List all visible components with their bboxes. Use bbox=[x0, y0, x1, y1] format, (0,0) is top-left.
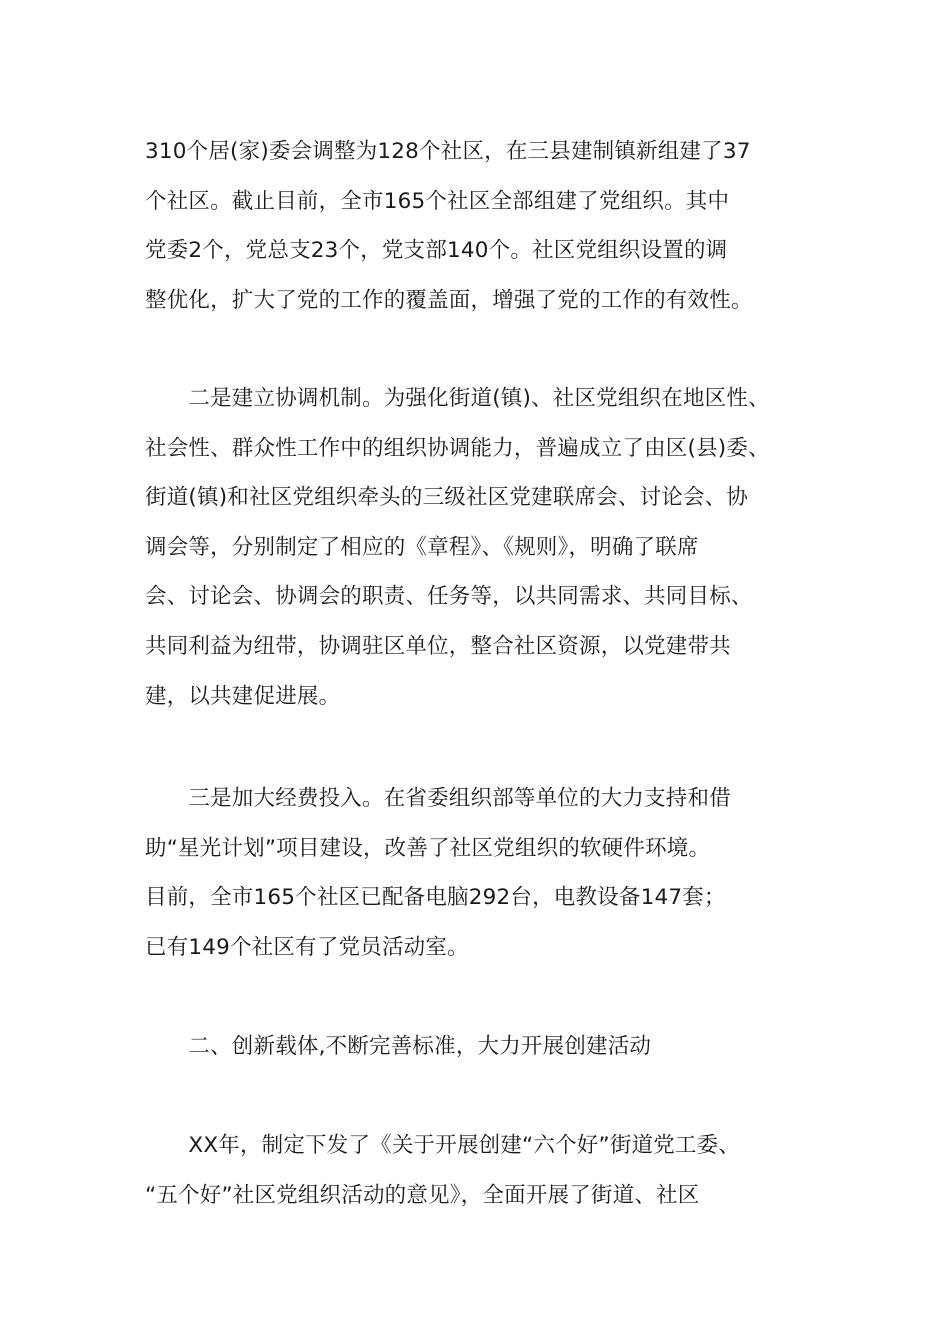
text-line: 310个居(家)委会调整为128个社区，在三县建制镇新组建了37 bbox=[145, 139, 751, 164]
text-line: 已有149个社区有了党员活动室。 bbox=[145, 934, 469, 960]
text-line: 二是建立协调机制。为强化街道(镇)、社区党组织在地区性、 bbox=[145, 386, 770, 411]
text-line: 三是加大经费投入。在省委组织部等单位的大力支持和借 bbox=[145, 786, 731, 811]
text-line: 街道(镇)和社区党组织牵头的三级社区党建联席会、讨论会、协 bbox=[145, 485, 749, 511]
text-line: 会、讨论会、协调会的职责、任务等，以共同需求、共同目标、 bbox=[145, 584, 753, 610]
section-heading bbox=[145, 1022, 825, 1072]
text-line: 党委2个，党总支23个，党支部140个。社区党组织设置的调 bbox=[145, 238, 728, 264]
text-line: 建，以共建促进展。 bbox=[145, 683, 341, 709]
text-line: 个社区。截止目前，全市165个社区全部组建了党组织。其中 bbox=[145, 188, 730, 214]
paragraph-creation-activity bbox=[145, 1121, 825, 1220]
text-line: 整优化，扩大了党的工作的覆盖面，增强了党的工作的有效性。 bbox=[145, 287, 753, 313]
paragraph-funding-investment bbox=[145, 774, 825, 972]
text-line: 共同利益为纽带，协调驻区单位，整合社区资源，以党建带共 bbox=[145, 633, 731, 659]
text-line: 社会性、群众性工作中的组织协调能力，普遍成立了由区(县)委、 bbox=[145, 435, 770, 461]
heading-line: 二、创新载体,不断完善标准，大力开展创建活动 bbox=[145, 1034, 652, 1059]
paragraph-coordination-mechanism bbox=[145, 374, 825, 721]
paragraph-community-restructure bbox=[145, 127, 825, 325]
text-line: 调会等，分别制定了相应的《章程》、《规则》，明确了联席 bbox=[145, 534, 699, 560]
text-line: 助“星光计划”项目建设，改善了社区党组织的软硬件环境。 bbox=[145, 835, 711, 861]
text-line: 目前，全市165个社区已配备电脑292台，电教设备147套； bbox=[145, 885, 726, 911]
text-line: “五个好”社区党组织活动的意见》，全面开展了街道、社区 bbox=[145, 1182, 700, 1208]
text-line: XX年，制定下发了《关于开展创建“六个好”街道党工委、 bbox=[145, 1133, 741, 1158]
